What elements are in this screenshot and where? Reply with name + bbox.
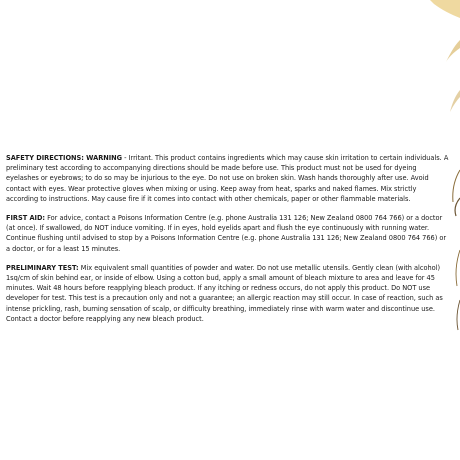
section-heading: SAFETY DIRECTIONS: WARNING: [6, 154, 123, 162]
section-heading: PRELIMINARY TEST:: [6, 263, 79, 272]
safety-directions-paragraph: [6, 153, 450, 204]
decorative-gold-stroke: [420, 0, 460, 150]
section-body: Mix equivalent small quantities of powder and water. Do not use metallic utensils. Gently clean (with alcohol) 1sq/cm of skin behind ear, or inside of elbow. Using a cotton bud, apply a small amount of bleach mixture to area and leave for 45 minutes. Wait 48 hours before reapplying bleach product. If any itching or redness occurs, do not apply this product. Do NOT use developer for test. This test is a precaution only and not a guarantee; an allergic reaction may still occur. In case of reaction, such as intense prickling, rash, burning sensation of scalp, or difficulty breathing, immediately rinse with warm water and discontinue use. Contact a doctor before reapplying any new bleach product.: [6, 263, 443, 323]
preliminary-test-paragraph: [6, 263, 450, 324]
first-aid-paragraph: [6, 213, 450, 254]
section-body: For advice, contact a Poisons Information Centre (e.g. phone Australia 131 126; New Zealand 0800 764 766) or a doctor (at once). If swallowed, do NOT induce vomiting. If in eyes, hold eyelids apart and flush the eye continuously with running water. Continue flushing until advised to stop by a Poisons Information Centre (e.g. phone Australia 131 126; New Zealand 0800 764 766) or a doctor, or for a least 15 minutes.: [6, 214, 447, 253]
product-warning-label: [6, 153, 450, 333]
section-heading: FIRST AID:: [6, 214, 46, 223]
section-body: - Irritant. This product contains ingredients which may cause skin irritation to certain individuals. A preliminary test according to accompanying directions should be made before use. This product must not be used for dyeing eyelashes or eyebrows; to do so may be injurious to the eye. Do not use on broken skin. Wash hands thoroughly after use. Avoid contact with eyes. Wear protective gloves when mixing or using. Keep away from heat, sparks and naked flames. Mix strictly according to instructions. May cause fire if it comes into contact with other chemicals, paper or other flammable materials.: [6, 154, 449, 203]
